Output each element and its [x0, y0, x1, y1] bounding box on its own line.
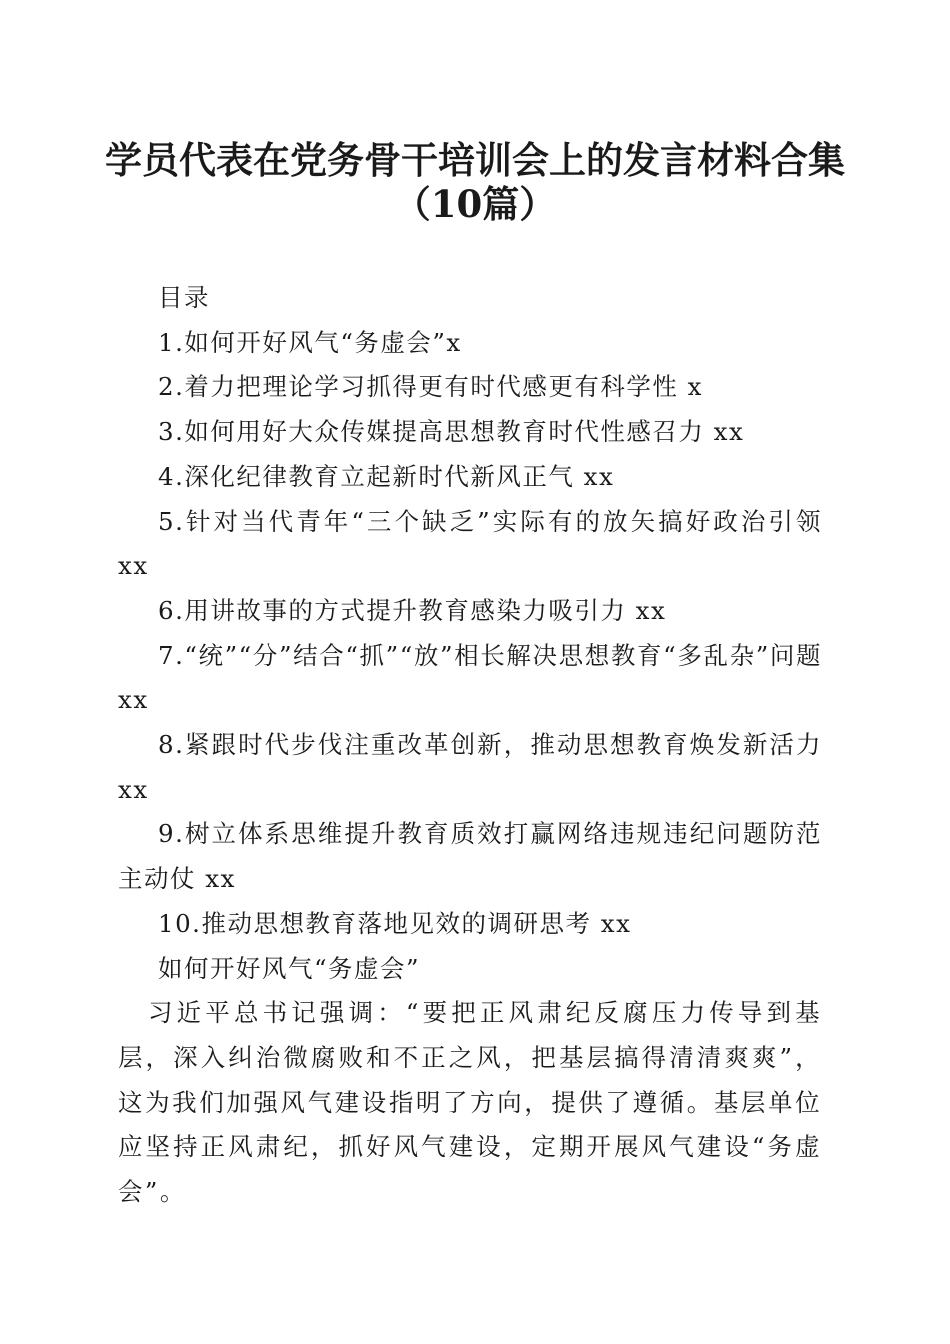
- toc-item-7: 7.“统”“分”结合“抓”“放”相长解决思想教育“多乱杂”问题 xx: [118, 640, 822, 715]
- toc-item-8: 8.紧跟时代步伐注重改革创新，推动思想教育焕发新活力 xx: [118, 730, 822, 804]
- document-subtitle: （10篇）: [393, 182, 557, 226]
- document-title: 学员代表在党务骨干培训会上的发言材料合集: [105, 138, 845, 182]
- toc-item-5: 5.针对当代青年“三个缺乏”实际有的放矢搞好政治引领 xx: [118, 506, 822, 581]
- toc-heading: 目录: [158, 283, 210, 312]
- toc-item-4: 4.深化纪律教育立起新时代新风正气 xx: [158, 461, 615, 491]
- toc-item-1: 1.如何开好风气“务虚会”x: [158, 327, 462, 357]
- document-body: [118, 276, 822, 1215]
- toc-item-3: 3.如何用好大众传媒提高思想教育时代性感召力 xx: [158, 417, 745, 447]
- toc-item-9: 9.树立体系思维提升教育质效打赢网络违规违纪问题防范主动仗 xx: [118, 819, 822, 894]
- toc-item-6: 6.用讲故事的方式提升教育感染力吸引力 xx: [158, 595, 667, 625]
- toc-item-10: 10.推动思想教育落地见效的调研思考 xx: [158, 908, 632, 938]
- section-title: 如何开好风气“务虚会”: [158, 953, 421, 983]
- body-paragraph: 习近平总书记强调：“要把正风肃纪反腐压力传导到基层，深入纠治微腐败和不正之风，把基层搞得清清爽爽”，这为我们加强风气建设指明了方向，提供了遵循。基层单位应坚持正风肃纪，抓好风气建设，定期开展风气建设“务虚会”。: [118, 998, 822, 1207]
- toc-item-2: 2.着力把理论学习抓得更有时代感更有科学性 x: [158, 372, 703, 402]
